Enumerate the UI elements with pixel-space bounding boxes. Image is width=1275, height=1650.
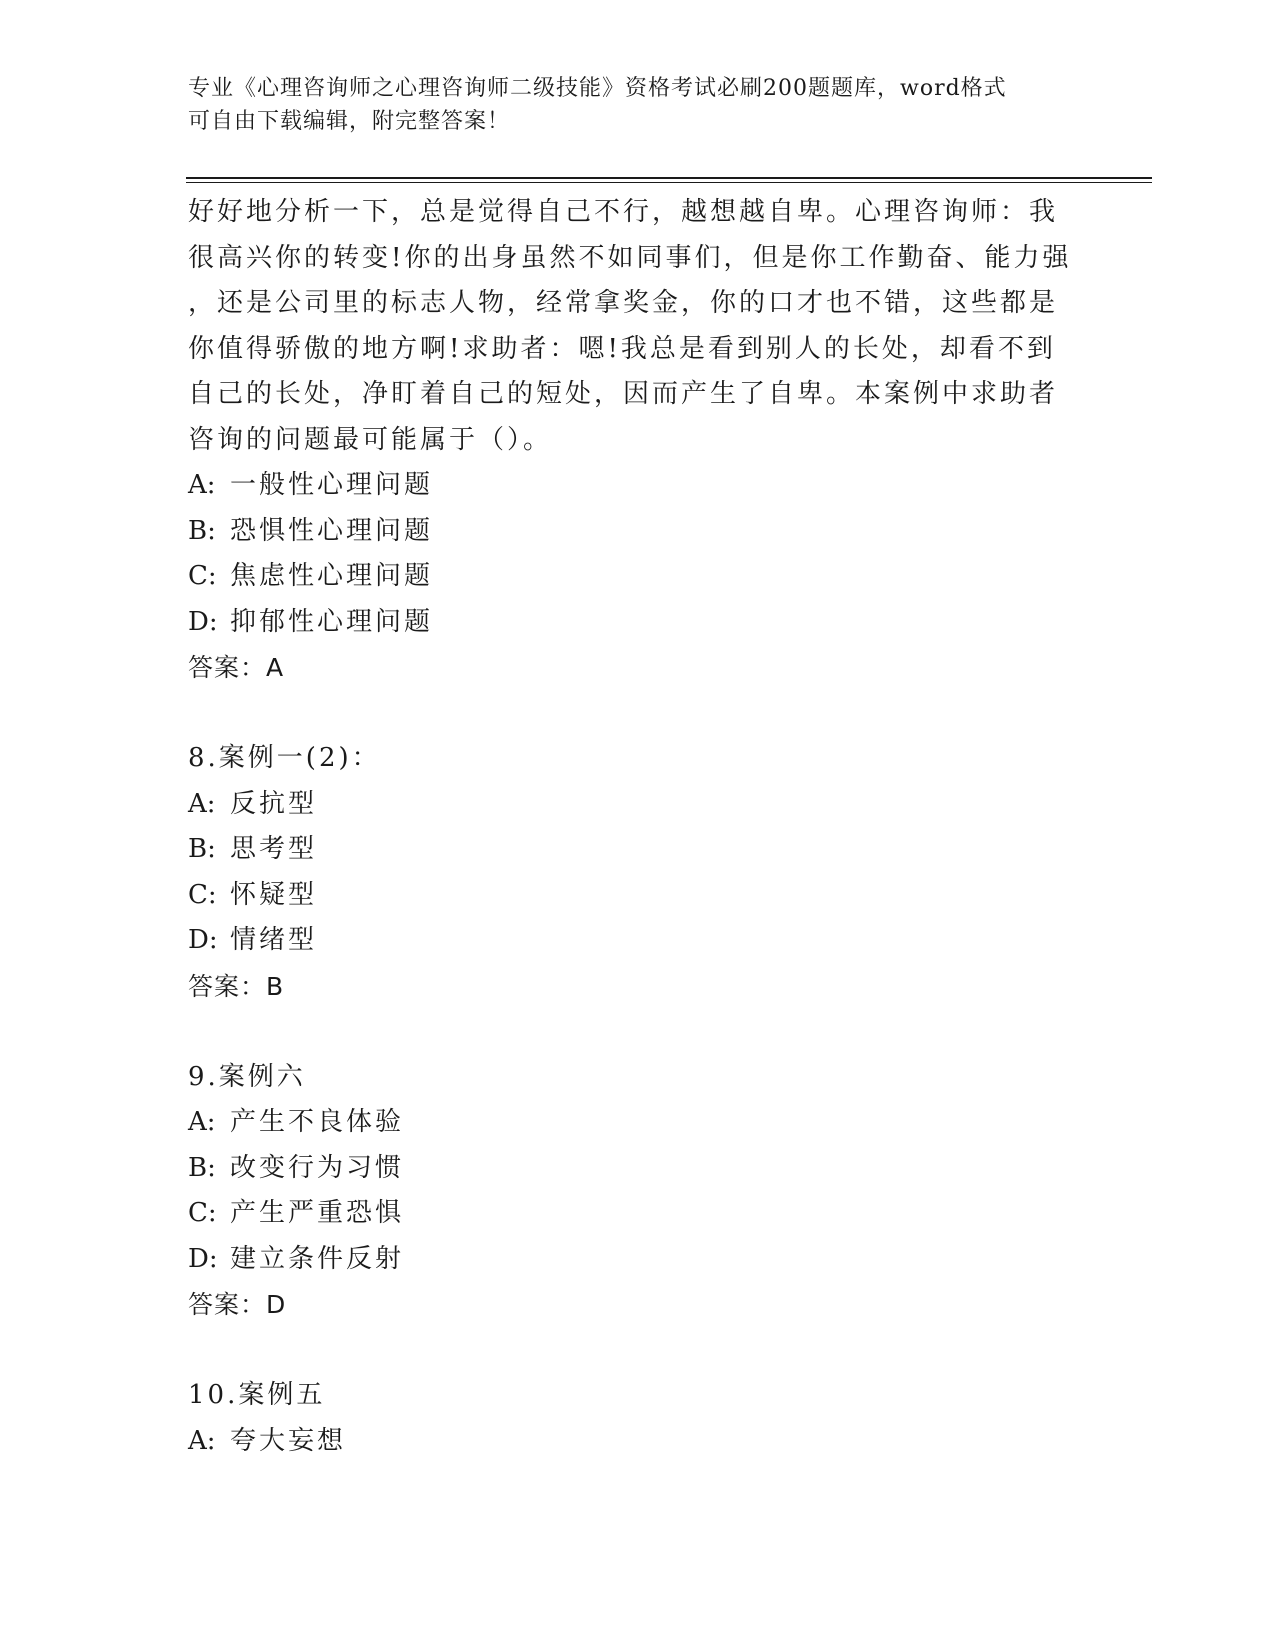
option-letter: C: — [188, 879, 217, 910]
option-letter: D: — [188, 925, 218, 955]
question-9-option-a — [188, 1100, 1088, 1146]
question-8-option-d — [188, 918, 1088, 964]
option-letter: B: — [188, 1152, 216, 1183]
option-text: 怀疑型 — [230, 879, 318, 910]
option-text: 改变行为习惯 — [230, 1152, 405, 1183]
question-8-option-b — [188, 827, 1088, 873]
question-7-option-b — [188, 509, 1088, 555]
question-9 — [188, 1055, 1088, 1328]
question-10-option-a — [188, 1419, 1088, 1465]
question-10-title: 10.案例五 — [188, 1380, 326, 1410]
question-7-stem-line: 很高兴你的转变!你的出身虽然不如同事们，但是你工作勤奋、能力强 — [188, 242, 1072, 273]
question-7-answer: 答案：A — [188, 653, 285, 682]
question-8-option-a — [188, 782, 1088, 828]
option-text: 一般性心理问题 — [230, 470, 434, 500]
document-header — [188, 72, 1068, 138]
option-letter: C: — [188, 561, 217, 591]
header-line-2: 可自由下载编辑，附完整答案！ — [188, 109, 511, 134]
question-7-stem-line: 咨询的问题最可能属于（）。 — [188, 424, 553, 455]
header-line-1: 专业《心理咨询师之心理咨询师二级技能》资格考试必刷200题题库，word格式 — [188, 76, 1007, 101]
option-text: 产生严重恐惧 — [230, 1198, 405, 1228]
spacer — [188, 691, 1088, 737]
question-7-stem-line: 自己的长处，净盯着自己的短处，因而产生了自卑。本案例中求助者 — [188, 379, 1059, 409]
option-letter: C: — [188, 1198, 217, 1228]
option-letter: B: — [188, 834, 216, 864]
question-9-title: 9.案例六 — [188, 1061, 306, 1092]
question-8-answer: 答案：B — [188, 971, 285, 1001]
option-text: 抑郁性心理问题 — [230, 606, 434, 637]
header-rule-thick — [186, 177, 1152, 179]
option-text: 夸大妄想 — [230, 1425, 347, 1456]
option-text: 恐惧性心理问题 — [230, 515, 434, 546]
document-body — [188, 190, 1088, 1464]
option-text: 产生不良体验 — [230, 1107, 405, 1137]
option-text: 反抗型 — [230, 788, 318, 819]
question-8-option-c — [188, 873, 1088, 919]
option-text: 建立条件反射 — [230, 1243, 405, 1274]
question-9-option-d — [188, 1237, 1088, 1283]
question-9-option-b — [188, 1146, 1088, 1192]
header-rule-thin — [186, 182, 1152, 183]
question-8 — [188, 736, 1088, 1009]
option-letter: A: — [188, 470, 216, 500]
option-letter: A: — [188, 1107, 216, 1137]
question-9-answer: 答案：D — [188, 1290, 287, 1319]
question-8-title: 8.案例一(2)： — [188, 743, 381, 773]
option-letter: B: — [188, 515, 216, 546]
question-10 — [188, 1373, 1088, 1464]
option-letter: D: — [188, 1243, 218, 1274]
option-text: 思考型 — [230, 834, 318, 864]
option-letter: A: — [188, 1425, 216, 1456]
question-7-option-a — [188, 463, 1088, 509]
option-letter: A: — [188, 788, 216, 819]
question-7-stem-line: ，还是公司里的标志人物，经常拿奖金，你的口才也不错，这些都是 — [188, 288, 1059, 318]
question-7-option-d — [188, 600, 1088, 646]
option-text: 焦虑性心理问题 — [230, 561, 434, 591]
spacer — [188, 1009, 1088, 1055]
question-9-option-c — [188, 1191, 1088, 1237]
option-letter: D: — [188, 606, 218, 637]
question-7-option-c — [188, 554, 1088, 600]
spacer — [188, 1328, 1088, 1374]
question-7-stem-line: 好好地分析一下，总是觉得自己不行，越想越自卑。心理咨询师：我 — [188, 197, 1059, 227]
question-7-stem-line: 你值得骄傲的地方啊!求助者：嗯!我总是看到别人的长处，却看不到 — [188, 333, 1056, 364]
option-text: 情绪型 — [230, 925, 318, 955]
question-7 — [188, 190, 1088, 691]
